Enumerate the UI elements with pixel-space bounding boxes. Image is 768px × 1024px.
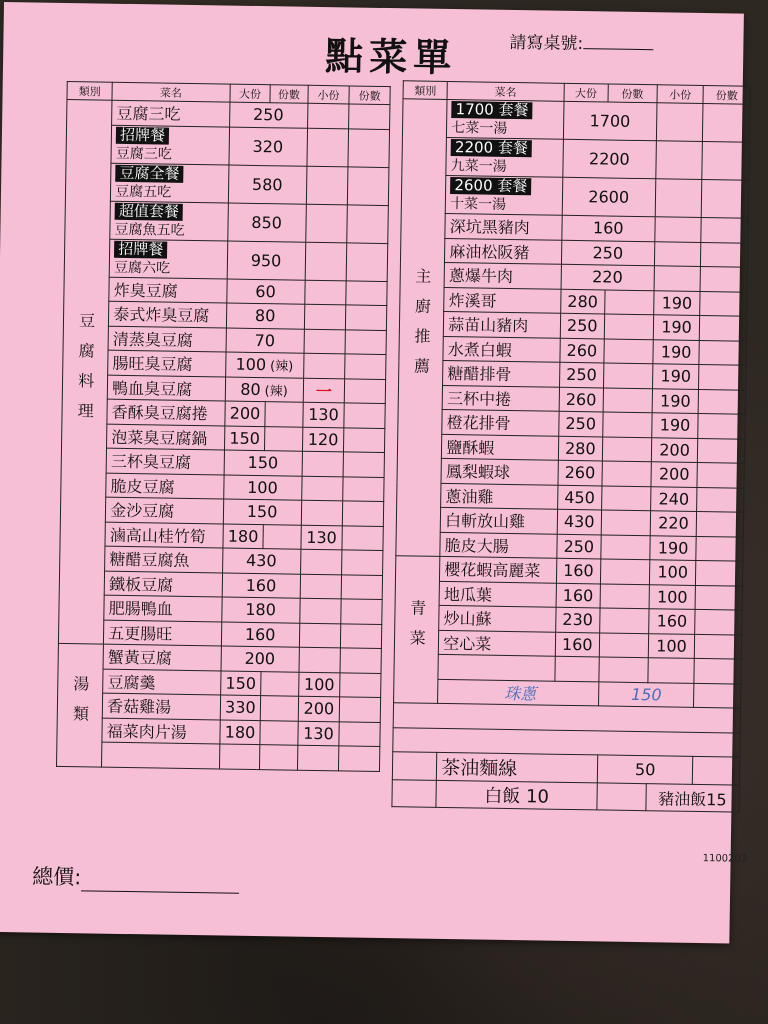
dish-name: 水煮白蝦	[443, 336, 560, 362]
dish-name: 櫻花蝦高麗菜	[440, 556, 557, 582]
total-label: 總價:	[32, 864, 82, 890]
set-dish-stack	[114, 201, 227, 240]
set-price: 580	[228, 165, 307, 204]
small-price: 190	[653, 339, 700, 364]
handwritten-price: 150	[598, 681, 694, 707]
dish-name: 三杯中捲	[442, 385, 559, 411]
col-header-category: 類別	[403, 81, 448, 100]
qty-cell[interactable]	[340, 648, 381, 673]
handwritten-dish: 珠蔥	[438, 679, 599, 706]
dish-name: 糖醋排骨	[443, 360, 560, 386]
category-chef-recommend: 主廚推薦	[396, 99, 447, 557]
set-price: 2200	[562, 139, 656, 178]
col-header-portions: 份數	[608, 84, 657, 103]
left-menu-table	[56, 81, 391, 772]
col-header-small: 小份	[307, 85, 349, 104]
qty-cell[interactable]	[305, 242, 347, 281]
set-badge: 1700 套餐	[451, 101, 532, 119]
qty-cell[interactable]	[345, 378, 386, 403]
qty-cell[interactable]	[693, 756, 740, 785]
qty-cell[interactable]	[701, 217, 748, 242]
qty-cell[interactable]	[306, 166, 348, 205]
large-price: 230	[555, 607, 600, 632]
table-number-label: 請寫桌號:	[509, 32, 584, 55]
dish-name: 地瓜葉	[439, 581, 556, 607]
qty-cell-small[interactable]	[698, 438, 745, 463]
col-header-small: 小份	[657, 85, 704, 104]
dish-price-cell	[561, 240, 654, 266]
small-price: 200	[651, 462, 698, 487]
dish-price-cell	[221, 597, 299, 623]
white-rice: 白飯 10	[436, 780, 597, 810]
qty-cell[interactable]	[694, 683, 741, 708]
qty-cell-small[interactable]	[697, 511, 744, 536]
set-dish-cell	[445, 175, 562, 215]
small-price: 190	[653, 290, 700, 315]
qty-cell[interactable]	[654, 241, 701, 266]
qty-cell[interactable]	[655, 179, 702, 218]
dish-price-cell	[226, 279, 304, 305]
set-badge: 2200 套餐	[451, 139, 532, 157]
large-price: 250	[560, 313, 605, 338]
rice-row	[392, 780, 739, 812]
dish-name: 清蒸臭豆腐	[108, 326, 226, 352]
small-price: 130	[302, 402, 344, 427]
dish-price: 180	[245, 600, 276, 620]
large-price: 150	[220, 670, 261, 695]
dish-price: 60	[255, 281, 276, 302]
qty-cell-large[interactable]	[263, 524, 301, 549]
qty-cell-large[interactable]	[603, 387, 652, 412]
category-soup: 湯類	[57, 643, 104, 766]
qty-cell[interactable]	[700, 266, 747, 291]
col-header-portions: 份數	[270, 85, 308, 104]
dish-price-cell	[226, 303, 304, 329]
table-number-line	[583, 34, 653, 50]
qty-cell[interactable]	[303, 353, 345, 378]
dish-price: 200	[244, 649, 276, 669]
qty-cell[interactable]	[302, 451, 344, 476]
dish-name: 脆皮豆腐	[106, 473, 224, 499]
col-header-large: 大份	[564, 83, 609, 102]
dish-price: 70	[254, 330, 276, 351]
qty-cell-large[interactable]	[600, 583, 649, 608]
dish-price: 150	[246, 502, 278, 522]
set-menu-row	[401, 175, 749, 218]
qty-cell[interactable]	[301, 500, 343, 525]
dish-price-cell	[226, 328, 304, 354]
qty-cell-small[interactable]	[698, 389, 745, 414]
qty-cell-large[interactable]	[603, 412, 652, 437]
qty-cell[interactable]	[304, 329, 346, 354]
qty-cell[interactable]	[297, 745, 339, 770]
small-price: 190	[650, 535, 697, 560]
right-menu-table	[391, 80, 750, 812]
noodle-price: 50	[597, 755, 693, 784]
set-dish-name: 豆腐魚五吃	[114, 221, 185, 239]
qty-cell-large[interactable]	[599, 632, 648, 657]
qty-cell[interactable]	[304, 280, 346, 305]
large-price: 180	[219, 719, 260, 744]
qty-cell-small[interactable]	[340, 697, 381, 722]
dish-name: 炸臭豆腐	[109, 277, 227, 303]
qty-cell-small[interactable]	[695, 585, 742, 610]
dish-name: 麻油松阪豬	[445, 238, 562, 264]
dish-name: 鹽酥蝦	[442, 434, 559, 460]
set-dish-stack	[451, 100, 563, 139]
small-price: 240	[650, 486, 697, 511]
dish-name: 鳳梨蝦球	[441, 458, 558, 484]
qty-cell-small[interactable]	[698, 413, 745, 438]
dish-price-cell	[225, 377, 303, 403]
qty-cell-small[interactable]	[340, 672, 381, 697]
qty-cell-small[interactable]	[344, 427, 385, 452]
dish-name: 鐵板豆腐	[104, 571, 222, 597]
qty-cell[interactable]	[656, 103, 703, 142]
small-price: 130	[297, 721, 339, 746]
small-price: 160	[648, 609, 695, 634]
qty-cell[interactable]	[346, 242, 387, 281]
small-price: 130	[300, 525, 342, 550]
dish-name: 五更腸旺	[104, 620, 222, 646]
qty-cell[interactable]	[307, 128, 349, 167]
qty-cell-large[interactable]	[605, 289, 654, 314]
large-price: 450	[557, 485, 602, 510]
qty-cell[interactable]	[555, 656, 600, 681]
dish-name: 三杯臭豆腐	[106, 448, 224, 474]
small-price: 220	[650, 511, 697, 536]
col-header-large: 大份	[230, 84, 271, 103]
set-dish-stack	[114, 239, 227, 278]
set-price: 850	[227, 203, 306, 242]
blank-cell[interactable]	[392, 780, 437, 808]
dish-name: 炒山蘇	[439, 605, 556, 631]
set-menu-row	[402, 137, 750, 180]
category-vegetables: 青菜	[394, 556, 441, 704]
large-price: 260	[558, 460, 603, 485]
qty-cell[interactable]	[703, 103, 750, 142]
qty-cell-large[interactable]	[260, 720, 298, 745]
qty-cell-small[interactable]	[697, 462, 744, 487]
qty-cell[interactable]	[299, 647, 341, 672]
dish-name: 泡菜臭豆腐鍋	[107, 424, 225, 450]
qty-cell-large[interactable]	[265, 402, 303, 427]
set-menu-row	[65, 200, 389, 243]
set-price: 320	[229, 127, 308, 166]
dish-name: 脆皮大腸	[440, 532, 557, 558]
dish-name: 蔥油雞	[441, 483, 558, 509]
qty-cell-small[interactable]	[695, 609, 742, 634]
large-price: 260	[560, 338, 605, 363]
set-dish-cell	[109, 239, 227, 279]
set-dish-stack	[451, 138, 563, 177]
set-badge: 豆腐全餐	[115, 164, 183, 182]
set-dish-stack	[116, 125, 229, 164]
set-price: 1700	[563, 101, 657, 140]
dish-price-cell	[221, 621, 299, 647]
qty-cell-large[interactable]	[261, 671, 299, 696]
large-price: 430	[557, 509, 602, 534]
dish-price-cell	[223, 499, 301, 525]
dish-name: 豆腐羹	[103, 669, 221, 695]
col-header-dish: 菜名	[447, 81, 564, 101]
dish-price-cell	[221, 646, 299, 672]
set-menu-row	[65, 162, 389, 205]
dish-price-cell	[225, 352, 303, 378]
set-dish-name: 十菜一湯	[449, 196, 507, 213]
dish-price: 80	[254, 306, 276, 326]
qty-cell-small[interactable]	[344, 403, 385, 428]
dish-price: 100	[247, 477, 278, 498]
small-price: 120	[302, 427, 344, 452]
dish-name: 肥腸鴨血	[104, 595, 222, 621]
qty-cell[interactable]	[648, 658, 695, 683]
dish-price: 160	[592, 218, 624, 239]
small-price: 100	[649, 584, 696, 609]
set-dish-name: 豆腐六吃	[113, 259, 171, 277]
qty-cell[interactable]	[345, 354, 386, 379]
set-dish-cell	[447, 99, 564, 139]
set-menu-row	[402, 99, 750, 142]
order-sheet	[0, 2, 748, 944]
set-menu-row	[64, 238, 388, 281]
blank-row	[57, 741, 380, 771]
qty-cell[interactable]	[307, 103, 349, 128]
set-dish-name: 豆腐三吃	[116, 104, 181, 125]
handwritten-mark: 一	[315, 381, 333, 401]
set-dish-stack	[450, 176, 562, 215]
qty-cell[interactable]	[219, 744, 260, 769]
dish-name: 福菜肉片湯	[102, 718, 220, 744]
qty-cell-small[interactable]	[697, 487, 744, 512]
qty-cell[interactable]	[299, 598, 341, 623]
dish-price-cell	[562, 215, 655, 241]
qty-cell-large[interactable]	[602, 461, 651, 486]
qty-cell-large[interactable]	[600, 559, 649, 584]
set-dish-cell	[112, 100, 230, 126]
spicy-note: (辣)	[264, 383, 288, 400]
set-price: 250	[229, 102, 307, 128]
qty-cell[interactable]	[341, 623, 382, 648]
qty-cell[interactable]	[299, 623, 341, 648]
qty-cell[interactable]	[348, 166, 389, 205]
dish-price-cell	[222, 548, 300, 574]
dish-name: 香菇雞湯	[102, 693, 220, 719]
small-price: 100	[298, 672, 340, 697]
large-price: 250	[558, 411, 603, 436]
set-dish-cell	[111, 163, 229, 203]
blank-cell[interactable]	[392, 752, 437, 781]
dish-price-cell	[222, 572, 300, 598]
qty-cell[interactable]	[260, 745, 298, 770]
small-price: 100	[649, 560, 696, 585]
noodle-name: 茶油麵線	[437, 752, 598, 783]
qty-cell[interactable]	[300, 549, 342, 574]
qty-cell-small[interactable]	[700, 315, 747, 340]
qty-cell[interactable]	[305, 204, 347, 243]
dish-price: 100	[235, 354, 267, 375]
qty-cell-small[interactable]	[342, 525, 383, 550]
set-dish-cell	[111, 125, 229, 165]
set-badge: 招牌餐	[116, 126, 169, 144]
small-price: 100	[648, 633, 695, 658]
qty-cell[interactable]	[597, 783, 646, 811]
qty-cell[interactable]	[301, 476, 343, 501]
serial-number: 1100203	[702, 853, 748, 865]
qty-cell[interactable]	[656, 141, 703, 180]
page-title: 點菜單	[324, 34, 458, 81]
set-badge: 招牌餐	[114, 240, 167, 258]
set-badge: 2600 套餐	[450, 177, 531, 195]
qty-cell[interactable]	[599, 657, 648, 682]
qty-cell[interactable]	[303, 378, 345, 403]
qty-cell[interactable]	[701, 242, 748, 267]
dish-name: 鴨血臭豆腐	[107, 375, 225, 401]
large-price: 160	[556, 558, 601, 583]
dish-name: 白斬放山雞	[440, 507, 557, 533]
dish-name: 蔥爆牛肉	[444, 262, 561, 288]
dish-price: 430	[245, 551, 277, 571]
small-price: 190	[652, 413, 699, 438]
blank-dish-cell[interactable]	[102, 742, 220, 768]
small-price: 190	[652, 388, 699, 413]
small-price: 190	[652, 364, 699, 389]
qty-cell-small[interactable]	[696, 536, 743, 561]
qty-cell-large[interactable]	[600, 608, 649, 633]
qty-cell-small[interactable]	[700, 291, 747, 316]
dish-price-cell	[561, 264, 654, 290]
dish-name: 空心菜	[439, 630, 556, 656]
qty-cell[interactable]	[345, 329, 386, 354]
large-price: 150	[224, 426, 265, 451]
small-price: 190	[653, 315, 700, 340]
dish-price: 250	[592, 243, 624, 263]
set-dish-cell	[446, 137, 563, 177]
qty-cell-small[interactable]	[339, 721, 380, 746]
table-number-field[interactable]	[509, 28, 653, 55]
large-price: 280	[558, 436, 603, 461]
dish-name: 深坑黑豬肉	[445, 213, 562, 239]
qty-cell[interactable]	[348, 128, 389, 167]
total-line	[81, 872, 239, 893]
col-header-dish: 菜名	[112, 82, 230, 102]
set-badge: 超值套餐	[115, 202, 183, 220]
col-header-portions: 份數	[703, 85, 750, 104]
blank-dish-cell[interactable]	[438, 654, 555, 680]
qty-cell[interactable]	[339, 746, 380, 771]
dish-price-cell	[224, 450, 302, 476]
dish-name: 腸旺臭豆腐	[108, 350, 226, 376]
dish-name: 蟹黃豆腐	[103, 644, 221, 670]
qty-cell-large[interactable]	[265, 426, 303, 451]
set-dish-cell	[110, 201, 228, 241]
dish-name: 泰式炸臭豆腐	[109, 301, 227, 327]
dish-name: 橙花排骨	[442, 409, 559, 435]
qty-cell[interactable]	[346, 305, 387, 330]
large-price: 280	[560, 289, 605, 314]
qty-cell[interactable]	[346, 280, 387, 305]
qty-cell-large[interactable]	[604, 338, 653, 363]
set-dish-name: 豆腐三吃	[115, 145, 172, 163]
qty-cell[interactable]	[300, 574, 342, 599]
dish-price: 80	[240, 379, 261, 399]
col-header-category: 類別	[67, 82, 112, 101]
qty-cell-small[interactable]	[696, 560, 743, 585]
qty-cell[interactable]	[343, 501, 384, 526]
set-dish-stack	[115, 163, 228, 202]
large-price: 180	[223, 524, 264, 549]
dish-price: 150	[247, 453, 279, 473]
set-dish-name: 豆腐五吃	[115, 183, 172, 201]
qty-cell[interactable]	[341, 599, 382, 624]
col-header-portions: 份數	[349, 86, 390, 105]
dish-price: 220	[592, 267, 623, 288]
small-price: 200	[651, 437, 698, 462]
large-price: 160	[555, 632, 600, 657]
large-price: 200	[224, 401, 265, 426]
qty-cell[interactable]	[702, 141, 749, 180]
qty-cell[interactable]	[654, 266, 701, 291]
set-dish-name: 九菜一湯	[450, 158, 507, 175]
qty-cell-large[interactable]	[604, 314, 653, 339]
total-price-field[interactable]	[32, 861, 240, 894]
dish-price: 160	[244, 624, 276, 645]
qty-cell-small[interactable]	[695, 634, 742, 659]
qty-cell-small[interactable]	[699, 340, 746, 365]
set-price: 2600	[562, 177, 656, 216]
small-price: 200	[298, 696, 340, 721]
qty-cell-large[interactable]	[602, 436, 651, 461]
dish-price: 160	[245, 575, 277, 596]
dish-name: 香酥臭豆腐捲	[107, 399, 225, 425]
qty-cell[interactable]	[304, 304, 346, 329]
qty-cell[interactable]	[343, 452, 384, 477]
dish-price-cell	[223, 475, 301, 501]
qty-cell[interactable]	[702, 179, 749, 218]
large-price: 160	[556, 583, 601, 608]
qty-cell[interactable]	[349, 104, 390, 129]
lard-rice: 豬油飯15	[646, 784, 740, 812]
large-price: 250	[557, 534, 602, 559]
dish-name: 蒜苗山豬肉	[444, 311, 561, 337]
large-price: 250	[559, 362, 604, 387]
qty-cell-large[interactable]	[603, 363, 652, 388]
qty-cell[interactable]	[347, 204, 388, 243]
dish-name: 金沙豆腐	[106, 497, 224, 523]
set-menu-row	[66, 124, 390, 167]
spicy-note: (辣)	[269, 359, 294, 375]
qty-cell[interactable]	[655, 217, 702, 242]
qty-cell-small[interactable]	[699, 364, 746, 389]
dish-name: 炸溪哥	[444, 287, 561, 313]
dish-name: 滷高山桂竹筍	[105, 522, 223, 548]
qty-cell-large[interactable]	[261, 696, 299, 721]
qty-cell-large[interactable]	[601, 534, 650, 559]
qty-cell-large[interactable]	[602, 485, 651, 510]
qty-cell[interactable]	[343, 476, 384, 501]
qty-cell[interactable]	[342, 550, 383, 575]
dish-name: 糖醋豆腐魚	[105, 546, 223, 572]
qty-cell[interactable]	[341, 574, 382, 599]
set-dish-name: 七菜一湯	[451, 120, 508, 137]
large-price: 330	[220, 695, 261, 720]
large-price: 260	[559, 387, 604, 412]
qty-cell-large[interactable]	[601, 510, 650, 535]
qty-cell[interactable]	[694, 658, 741, 683]
set-price: 950	[227, 241, 306, 280]
category-tofu: 豆腐料理	[58, 100, 112, 645]
